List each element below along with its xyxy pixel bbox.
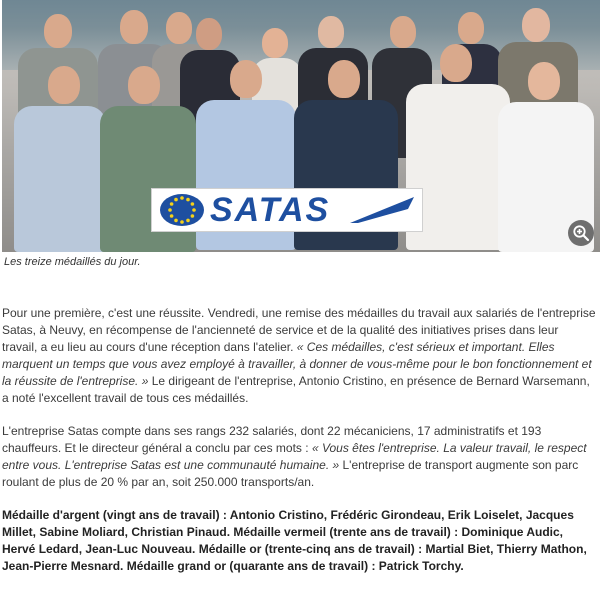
medal-list: Médaille d'argent (vingt ans de travail) : Antonio Cristino, Frédéric Girondeau, Erik Loiselet, Jacques Millet, Sabine Moliard, Christian Pinaud. Médaille vermeil (trente ans de travail) : Dominique Audic, Hervé Ledard, Jean-Luc Nouveau. Médaille or (trente-cinq ans de travail) : Martial Biet, Thierry Mathon, Jean-Pierre Mesnard. Médaille grand or (quarante ans de travail) : Patrick Torchy.: [2, 508, 587, 573]
quote: « Vous êtes l'entreprise. La valeur travail, le respect entre vous. L'entreprise Satas est une communauté humaine. »: [2, 441, 587, 472]
eu-stars-icon: [158, 192, 206, 228]
article-body: [2, 305, 597, 591]
zoom-button[interactable]: [568, 220, 594, 246]
group-photo: [2, 0, 600, 252]
zoom-in-icon: [572, 224, 590, 242]
logo-swoosh-icon: [348, 195, 418, 225]
photo-person: [10, 62, 105, 252]
quote: « Ces médailles, c'est sérieux et important. Elles marquent un temps que vous avez employé à travailler, à donner de vous-même pour le bon fonctionnement et la réussite de l'entreprise. »: [2, 340, 592, 388]
logo-text: SATAS: [210, 191, 331, 229]
satas-logo: [151, 188, 423, 232]
article-paragraph: L'entreprise Satas compte dans ses rangs 232 salariés, dont 22 mécaniciens, 17 administratifs et 193 chauffeurs. Et le directeur général a conclu par ces mots : « Vous êtes l'entreprise. La valeur travail, le respect entre vous. L'entreprise Satas est une communauté humaine. » L'entreprise de transport augmente son parc roulant de plus de 20 % par an, soit 250.000 transports/an.: [2, 424, 587, 489]
article-paragraph: Pour une première, c'est une réussite. Vendredi, une remise des médailles du travail aux salariés de l'entreprise Satas, à Neuvy, en récompense de l'ancienneté de service et de la qualité des initiatives prises dans leur travail, a eu lieu au cours d'une réception dans l'atelier. « Ces médailles, c'est sérieux et important. Elles marquent un temps que vous avez employé à travailler, à donner de vous-même pour le bon fonctionnement et la réussite de l'entreprise. » Le dirigeant de l'entreprise, Antonio Cristino, en présence de Bernard Warsemann, a noté l'excellent travail de tous ces médaillés.: [2, 306, 596, 405]
photo-caption: Les treize médaillés du jour.: [4, 256, 141, 268]
